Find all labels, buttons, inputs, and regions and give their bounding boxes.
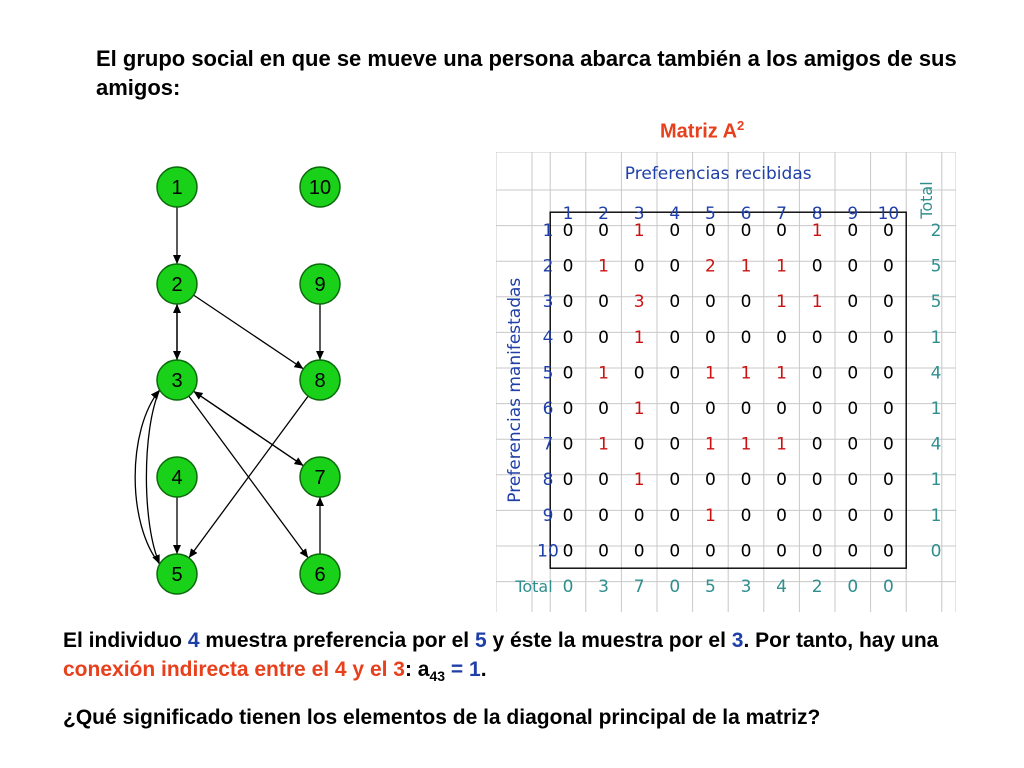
matrix-cell-7-10: 0 [882,434,894,455]
matrix-cell-8-4: 0 [669,470,681,491]
matrix-col-total-3: 7 [633,577,645,597]
matrix-cell-3-6: 0 [740,292,752,313]
matrix-cell-1-3: 1 [633,221,645,241]
graph-node-5 [157,554,197,594]
matrix-row-header: Preferencias manifestadas [505,277,525,503]
matrix-cell-1-9: 0 [847,221,859,241]
matrix-cell-10-1: 0 [562,541,574,562]
matrix-cell-6-2: 0 [598,399,610,419]
matrix-row-label-1: 1 [542,221,554,241]
matrix-row-total-5: 4 [930,363,942,384]
graph-node-label: 7 [314,467,326,489]
matrix-cell-5-9: 0 [847,363,859,384]
matrix-cell-9-8: 0 [811,505,823,526]
matrix-col-label-4: 4 [669,204,681,224]
matrix-cell-2-7: 1 [776,256,788,277]
graph-node-label: 10 [308,177,332,199]
matrix-cell-6-3: 1 [633,399,645,419]
matrix-row-label-3: 3 [542,292,554,313]
p1-subscript: 43 [429,668,446,685]
matrix-cell-6-10: 0 [882,399,894,419]
p1-text-5: : a [404,658,430,681]
matrix-row-total-2: 5 [930,256,942,277]
matrix-col-total-1: 0 [562,577,574,597]
edge-7-to-3 [194,391,304,466]
matrix-cell-4-7: 0 [776,327,788,348]
matrix-total-row-label: Total [515,577,553,596]
matrix-row-label-2: 2 [542,256,554,277]
matrix-cell-7-9: 0 [847,434,859,455]
matrix-cell-10-9: 0 [847,541,859,562]
matrix-cell-7-4: 0 [669,434,681,455]
matrix-cell-9-1: 0 [562,505,574,526]
matrix-col-total-6: 3 [740,577,752,597]
p1-period: . [480,658,487,681]
matrix-row-label-6: 6 [542,399,554,419]
matrix-cell-10-5: 0 [704,541,716,562]
matrix-col-total-7: 4 [776,577,788,597]
matrix-cell-5-4: 0 [669,363,681,384]
matrix-col-label-10: 10 [877,204,900,224]
matrix-caption-base: Matriz A [660,120,738,143]
matrix-cell-7-6: 1 [740,434,752,455]
matrix-cell-2-2: 1 [598,256,610,277]
p1-text-1: El individuo [63,629,188,652]
matrix-cell-2-5: 2 [704,256,716,277]
matrix-cell-10-6: 0 [740,541,752,562]
matrix-row-total-3: 5 [930,292,942,313]
matrix-cell-8-6: 0 [740,470,752,491]
matrix-col-label-5: 5 [704,204,716,224]
matrix-cell-1-1: 0 [562,221,574,241]
matrix-cell-2-10: 0 [882,256,894,277]
p1-individual-3: 3 [731,629,744,652]
matrix-row-label-7: 7 [542,434,554,455]
matrix-col-total-2: 3 [598,577,610,597]
matrix-cell-5-10: 0 [882,363,894,384]
matrix-cell-10-2: 0 [598,541,610,562]
matrix-cell-1-4: 0 [669,221,681,241]
matrix-col-total-10: 0 [882,577,894,597]
matrix-cell-4-10: 0 [882,327,894,348]
matrix-cell-6-8: 0 [811,399,823,419]
matrix-cell-5-6: 1 [740,363,752,384]
matrix-col-label-1: 1 [562,204,574,224]
matrix-cell-8-10: 0 [882,470,894,491]
p1-text-2: muestra preferencia por el [199,629,475,652]
matrix-cell-4-3: 1 [633,327,645,348]
matrix-cell-3-5: 0 [704,292,716,313]
matrix-col-total-8: 2 [811,577,823,597]
edge-5-to-3 [135,390,159,564]
p1-indirect-connection: conexión indirecta entre el 4 y el 3 [63,658,405,681]
matrix-caption [660,118,744,144]
graph-node-label: 9 [314,274,326,296]
matrix-cell-4-8: 0 [811,327,823,348]
matrix-row-label-5: 5 [542,363,554,384]
matrix-cell-5-2: 1 [598,363,610,384]
p1-text-3: y éste la muestra por el [486,629,732,652]
matrix-cell-5-7: 1 [776,363,788,384]
preference-graph [120,150,380,600]
matrix-cell-8-7: 0 [776,470,788,491]
matrix-row-total-6: 1 [930,399,942,419]
matrix-cell-5-8: 0 [811,363,823,384]
matrix-cell-6-5: 0 [704,399,716,419]
graph-node-label: 5 [171,564,183,586]
matrix-cell-2-6: 1 [740,256,752,277]
matrix-cell-2-9: 0 [847,256,859,277]
matrix-cell-10-8: 0 [811,541,823,562]
matrix-cell-2-3: 0 [633,256,645,277]
adjacency-matrix-squared [496,152,956,612]
matrix-cell-2-4: 0 [669,256,681,277]
matrix-cell-9-2: 0 [598,505,610,526]
matrix-row-label-10: 10 [537,541,559,562]
question-paragraph: ¿Qué significado tienen los elementos de la diagonal principal de la matriz? [63,706,821,729]
matrix-caption-exponent: 2 [737,118,745,133]
matrix-cell-3-1: 0 [562,292,574,313]
p1-text-4: . Por tanto, hay una [743,629,939,652]
matrix-cell-1-2: 0 [598,221,610,241]
matrix-cell-4-5: 0 [704,327,716,348]
matrix-col-label-6: 6 [740,204,752,224]
matrix-cell-3-7: 1 [776,292,788,313]
matrix-cell-9-3: 0 [633,505,645,526]
p1-individual-4: 4 [187,629,200,652]
matrix-cell-7-8: 0 [811,434,823,455]
matrix-cell-9-5: 1 [704,505,716,526]
matrix-cell-4-4: 0 [669,327,681,348]
matrix-col-label-7: 7 [776,204,788,224]
matrix-cell-5-1: 0 [562,363,574,384]
matrix-cell-8-5: 0 [704,470,716,491]
matrix-row-label-8: 8 [542,470,554,491]
slide-title: El grupo social en que se mueve una persona abarca también a los amigos de sus amigos: [96,46,957,100]
matrix-cell-7-3: 0 [633,434,645,455]
matrix-cell-10-3: 0 [633,541,645,562]
matrix-cell-9-6: 0 [740,505,752,526]
matrix-cell-6-4: 0 [669,399,681,419]
matrix-cell-8-3: 1 [633,470,645,491]
matrix-cell-4-6: 0 [740,327,752,348]
matrix-cell-3-2: 0 [598,292,610,313]
matrix-cell-4-1: 0 [562,327,574,348]
matrix-cell-2-1: 0 [562,256,574,277]
matrix-row-total-7: 4 [930,434,942,455]
matrix-row-total-10: 0 [930,541,942,562]
graph-node-6 [300,554,340,594]
matrix-cell-7-1: 0 [562,434,574,455]
matrix-cell-3-10: 0 [882,292,894,313]
matrix-col-total-9: 0 [847,577,859,597]
matrix-cell-3-9: 0 [847,292,859,313]
matrix-cell-9-10: 0 [882,505,894,526]
matrix-cell-2-8: 0 [811,256,823,277]
matrix-cell-1-8: 1 [811,221,823,241]
matrix-cell-1-10: 0 [882,221,894,241]
matrix-cell-7-2: 1 [598,434,610,455]
matrix-cell-3-3: 3 [633,292,645,313]
matrix-cell-8-1: 0 [562,470,574,491]
matrix-cell-7-5: 1 [704,434,716,455]
matrix-cell-5-3: 0 [633,363,645,384]
matrix-row-total-8: 1 [930,470,942,491]
graph-node-label: 3 [171,370,183,392]
matrix-col-label-2: 2 [598,204,610,224]
matrix-cell-10-7: 0 [776,541,788,562]
matrix-cell-9-9: 0 [847,505,859,526]
graph-node-8 [300,360,340,400]
matrix-col-label-9: 9 [847,204,859,224]
matrix-row-label-4: 4 [542,327,554,348]
matrix-cell-8-2: 0 [598,470,610,491]
graph-node-label: 4 [171,467,183,489]
matrix-cell-3-4: 0 [669,292,681,313]
graph-node-4 [157,457,197,497]
matrix-cell-6-9: 0 [847,399,859,419]
graph-node-3 [157,360,197,400]
matrix-col-label-3: 3 [633,204,645,224]
matrix-cell-1-5: 0 [704,221,716,241]
matrix-col-label-8: 8 [811,204,823,224]
matrix-cell-6-1: 0 [562,399,574,419]
matrix-cell-4-2: 0 [598,327,610,348]
matrix-col-total-4: 0 [669,577,681,597]
matrix-total-col-label: Total [917,181,936,219]
p1-equals-value: = 1 [445,658,481,681]
matrix-row-total-9: 1 [930,505,942,526]
graph-node-1 [157,167,197,207]
matrix-cell-7-7: 1 [776,434,788,455]
graph-node-label: 8 [314,370,326,392]
matrix-row-total-4: 1 [930,327,942,348]
matrix-cell-4-9: 0 [847,327,859,348]
matrix-table [496,152,956,612]
graph-node-2 [157,264,197,304]
explanation-paragraph [63,626,973,691]
matrix-col-total-5: 5 [704,577,716,597]
matrix-cell-10-10: 0 [882,541,894,562]
graph-node-label: 6 [314,564,326,586]
matrix-cell-1-7: 0 [776,221,788,241]
matrix-cell-1-6: 0 [740,221,752,241]
matrix-row-label-9: 9 [542,505,554,526]
p1-individual-5: 5 [474,629,487,652]
matrix-cell-8-8: 0 [811,470,823,491]
matrix-col-header: Preferencias recibidas [624,164,812,184]
graph-node-9 [300,264,340,304]
graph-node-10 [300,167,340,207]
graph-node-7 [300,457,340,497]
graph-node-label: 1 [171,177,183,199]
matrix-cell-9-4: 0 [669,505,681,526]
matrix-row-total-1: 2 [930,221,942,241]
matrix-cell-6-7: 0 [776,399,788,419]
matrix-cell-3-8: 1 [811,292,823,313]
matrix-cell-5-5: 1 [704,363,716,384]
matrix-cell-10-4: 0 [669,541,681,562]
edge-2-to-8 [194,295,304,369]
graph-nodes [157,167,340,594]
graph-node-label: 2 [171,274,183,296]
matrix-cell-6-6: 0 [740,399,752,419]
matrix-cell-9-7: 0 [776,505,788,526]
matrix-cell-8-9: 0 [847,470,859,491]
